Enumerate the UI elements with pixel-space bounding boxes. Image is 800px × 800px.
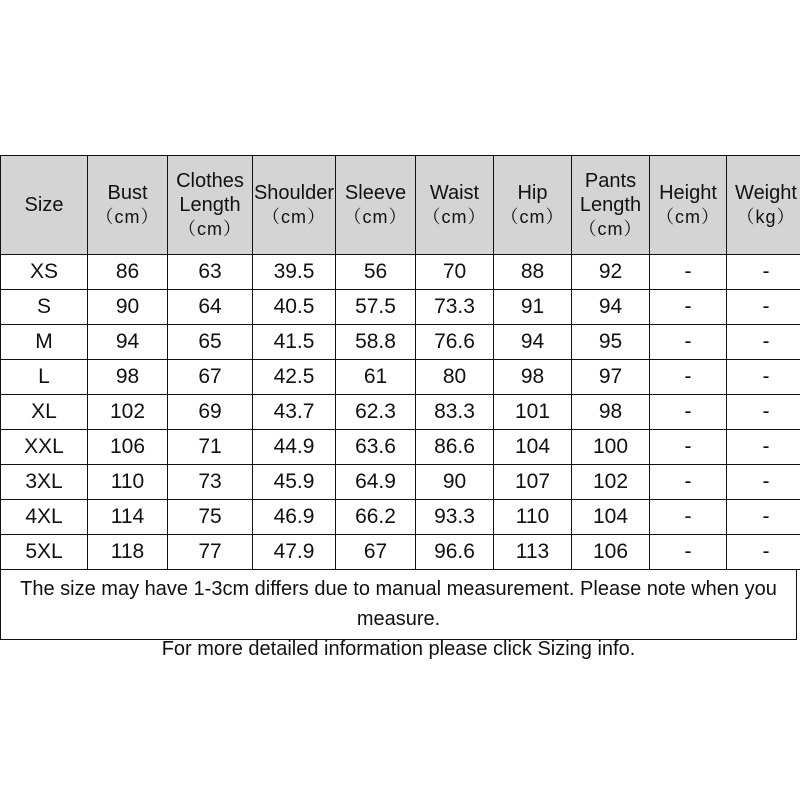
size-cell: XL: [1, 395, 88, 430]
table-cell: 114: [88, 500, 168, 535]
size-cell: 3XL: [1, 465, 88, 500]
table-cell: 76.6: [416, 325, 494, 360]
table-cell: 65: [168, 325, 253, 360]
table-cell: 86: [88, 255, 168, 290]
table-cell: 94: [88, 325, 168, 360]
table-cell: 106: [572, 535, 650, 570]
column-header: [253, 156, 336, 255]
header-label: Shoulder: [253, 182, 335, 204]
header-unit: （cm）: [578, 219, 643, 239]
header-unit: （cm）: [422, 207, 487, 227]
size-cell: M: [1, 325, 88, 360]
table-cell: -: [650, 430, 727, 465]
table-cell: 41.5: [253, 325, 336, 360]
table-cell: 40.5: [253, 290, 336, 325]
table-cell: 39.5: [253, 255, 336, 290]
table-cell: 75: [168, 500, 253, 535]
table-cell: -: [650, 255, 727, 290]
table-cell: 45.9: [253, 465, 336, 500]
measurement-note: [0, 570, 797, 660]
header-label: Pants: [584, 170, 637, 192]
header-label: Height: [659, 182, 717, 204]
table-cell: -: [727, 360, 800, 395]
table-body: [1, 255, 800, 570]
header-label: Sleeve: [344, 182, 407, 204]
table-cell: 102: [88, 395, 168, 430]
table-row: [1, 535, 800, 570]
column-header: [727, 156, 800, 255]
table-cell: 77: [168, 535, 253, 570]
table-cell: 80: [416, 360, 494, 395]
header-unit: （cm）: [656, 207, 720, 227]
table-cell: 94: [572, 290, 650, 325]
header-unit: （cm）: [500, 207, 565, 227]
table-cell: 95: [572, 325, 650, 360]
table-cell: 104: [494, 430, 572, 465]
table-cell: 42.5: [253, 360, 336, 395]
column-header: [650, 156, 727, 255]
table-cell: 67: [168, 360, 253, 395]
header-row: [1, 156, 800, 255]
table-cell: 64.9: [336, 465, 416, 500]
table-cell: -: [650, 395, 727, 430]
table-cell: -: [727, 255, 800, 290]
table-row: [1, 465, 800, 500]
size-cell: 5XL: [1, 535, 88, 570]
header-label: Size: [24, 194, 64, 216]
table-cell: 83.3: [416, 395, 494, 430]
table-cell: 100: [572, 430, 650, 465]
table-cell: -: [650, 360, 727, 395]
table-cell: 107: [494, 465, 572, 500]
table-cell: -: [727, 535, 800, 570]
table-cell: -: [727, 395, 800, 430]
table-cell: 91: [494, 290, 572, 325]
table-cell: 73.3: [416, 290, 494, 325]
size-cell: XS: [1, 255, 88, 290]
table-cell: 69: [168, 395, 253, 430]
table-cell: -: [650, 325, 727, 360]
column-header: [416, 156, 494, 255]
table-cell: 56: [336, 255, 416, 290]
table-cell: 88: [494, 255, 572, 290]
table-cell: 43.7: [253, 395, 336, 430]
table-cell: -: [650, 500, 727, 535]
note-line-2: For more detailed information please click Sizing info.: [161, 638, 636, 660]
size-cell: XXL: [1, 430, 88, 465]
header-unit: （cm）: [262, 207, 326, 227]
column-header: [336, 156, 416, 255]
table-cell: -: [727, 500, 800, 535]
header-label: Hip: [517, 182, 548, 204]
table-cell: -: [650, 290, 727, 325]
table-cell: 64: [168, 290, 253, 325]
table-cell: -: [727, 325, 800, 360]
table-cell: 98: [572, 395, 650, 430]
table-cell: 47.9: [253, 535, 336, 570]
table-row: [1, 290, 800, 325]
table-cell: -: [727, 430, 800, 465]
size-cell: 4XL: [1, 500, 88, 535]
table-cell: -: [727, 290, 800, 325]
column-header: [572, 156, 650, 255]
column-header: [494, 156, 572, 255]
column-header: [1, 156, 88, 255]
table-cell: 58.8: [336, 325, 416, 360]
column-header: [88, 156, 168, 255]
table-cell: 71: [168, 430, 253, 465]
header-label: Length: [579, 194, 642, 216]
table-cell: 101: [494, 395, 572, 430]
table-cell: 118: [88, 535, 168, 570]
table-cell: 98: [88, 360, 168, 395]
table-cell: 67: [336, 535, 416, 570]
table-cell: 96.6: [416, 535, 494, 570]
header-label: Bust: [107, 182, 148, 204]
table-cell: 113: [494, 535, 572, 570]
table-cell: 66.2: [336, 500, 416, 535]
table-cell: 90: [88, 290, 168, 325]
size-cell: L: [1, 360, 88, 395]
size-table: [0, 155, 800, 570]
table-cell: 102: [572, 465, 650, 500]
table-row: [1, 255, 800, 290]
table-cell: 62.3: [336, 395, 416, 430]
table-cell: 110: [494, 500, 572, 535]
table-cell: 70: [416, 255, 494, 290]
size-cell: S: [1, 290, 88, 325]
table-cell: 44.9: [253, 430, 336, 465]
table-cell: 73: [168, 465, 253, 500]
table-cell: 93.3: [416, 500, 494, 535]
table-row: [1, 395, 800, 430]
table-cell: -: [727, 465, 800, 500]
header-unit: （cm）: [343, 207, 408, 227]
table-cell: 110: [88, 465, 168, 500]
header-label: Length: [179, 194, 241, 216]
header-label: Clothes: [176, 170, 244, 192]
table-cell: 86.6: [416, 430, 494, 465]
header-label: Waist: [429, 182, 480, 204]
table-cell: 106: [88, 430, 168, 465]
header-label: Weight: [735, 182, 797, 204]
table-row: [1, 430, 800, 465]
table-cell: 61: [336, 360, 416, 395]
header-unit: （cm）: [178, 219, 242, 239]
size-chart: [0, 155, 800, 660]
table-cell: 97: [572, 360, 650, 395]
header-unit: （kg）: [736, 207, 796, 227]
table-cell: 63.6: [336, 430, 416, 465]
table-row: [1, 500, 800, 535]
note-line-1: The size may have 1-3cm differs due to manual measurement. Please note when you measure.: [20, 578, 777, 630]
table-cell: -: [650, 465, 727, 500]
table-cell: -: [650, 535, 727, 570]
table-cell: 63: [168, 255, 253, 290]
table-cell: 104: [572, 500, 650, 535]
table-row: [1, 360, 800, 395]
table-cell: 90: [416, 465, 494, 500]
table-cell: 92: [572, 255, 650, 290]
table-cell: 57.5: [336, 290, 416, 325]
table-cell: 94: [494, 325, 572, 360]
table-row: [1, 325, 800, 360]
header-unit: （cm）: [95, 207, 160, 227]
column-header: [168, 156, 253, 255]
table-cell: 46.9: [253, 500, 336, 535]
table-cell: 98: [494, 360, 572, 395]
